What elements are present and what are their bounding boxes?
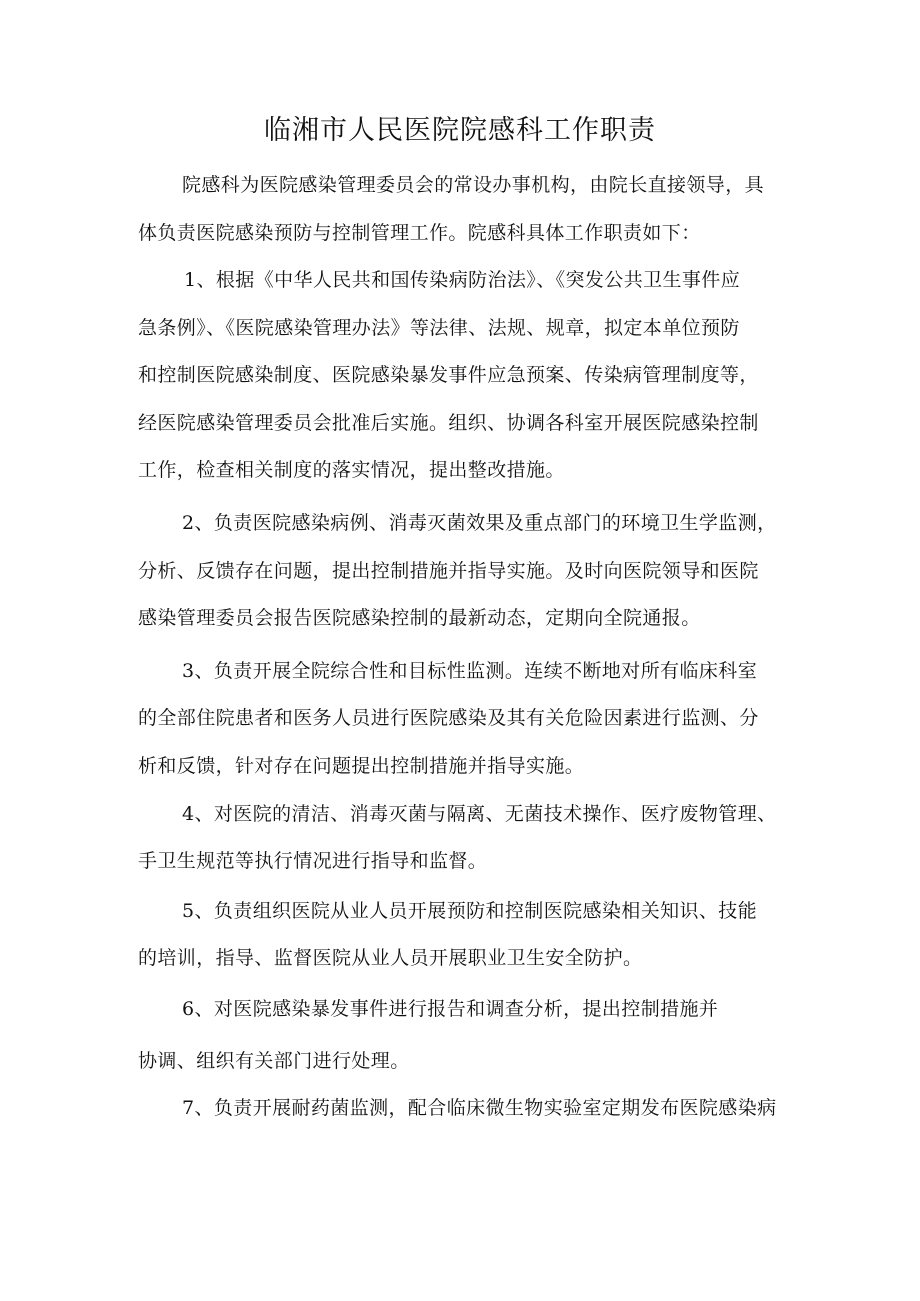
paragraph-line: 析和反馈，针对存在问题提出控制措施并指导实施。 <box>138 755 585 777</box>
paragraph-line: 感染管理委员会报告医院感染控制的最新动态，定期向全院通报。 <box>138 607 701 629</box>
document-title: 临湘市人民医院院感科工作职责 <box>264 115 656 146</box>
paragraph-line: 协调、组织有关部门进行处理。 <box>138 1050 410 1072</box>
paragraph-line: 工作，检查相关制度的落实情况，提出整改措施。 <box>138 459 565 481</box>
paragraph-line: 3、负责开展全院综合性和目标性监测。连续不断地对所有临床科室 <box>182 660 758 682</box>
paragraph-line: 7、负责开展耐药菌监测，配合临床微生物实验室定期发布医院感染病 <box>182 1097 777 1119</box>
paragraph-line: 和控制医院感染制度、医院感染暴发事件应急预案、传染病管理制度等， <box>138 364 759 386</box>
paragraph-line: 体负责医院感染预防与控制管理工作。院感科具体工作职责如下： <box>138 222 701 244</box>
paragraph-line: 分析、反馈存在问题，提出控制措施并指导实施。及时向医院领导和医院 <box>138 560 759 582</box>
paragraph-line: 2、负责医院感染病例、消毒灭菌效果及重点部门的环境卫生学监测， <box>182 512 777 534</box>
paragraph-line: 手卫生规范等执行情况进行指导和监督。 <box>138 850 488 872</box>
paragraph-line: 6、对医院感染暴发事件进行报告和调查分析，提出控制措施并 <box>182 998 719 1020</box>
paragraph-line: 急条例》、《医院感染管理办法》等法律、法规、规章，拟定本单位预防 <box>138 317 740 339</box>
paragraph-line: 5、负责组织医院从业人员开展预防和控制医院感染相关知识、技能 <box>182 900 758 922</box>
paragraph-line: 1、根据《中华人民共和国传染病防治法》、《突发公共卫生事件应 <box>184 269 741 291</box>
paragraph-line: 的培训，指导、监督医院从业人员开展职业卫生安全防护。 <box>138 947 643 969</box>
paragraph-line: 经医院感染管理委员会批准后实施。组织、协调各科室开展医院感染控制 <box>138 412 759 434</box>
paragraph-line: 的全部住院患者和医务人员进行医院感染及其有关危险因素进行监测、分 <box>138 707 759 729</box>
paragraph-line: 院感科为医院感染管理委员会的常设办事机构，由院长直接领导，具 <box>182 174 765 196</box>
paragraph-line: 4、对医院的清洁、消毒灭菌与隔离、无菌技术操作、医疗废物管理、 <box>182 803 777 825</box>
